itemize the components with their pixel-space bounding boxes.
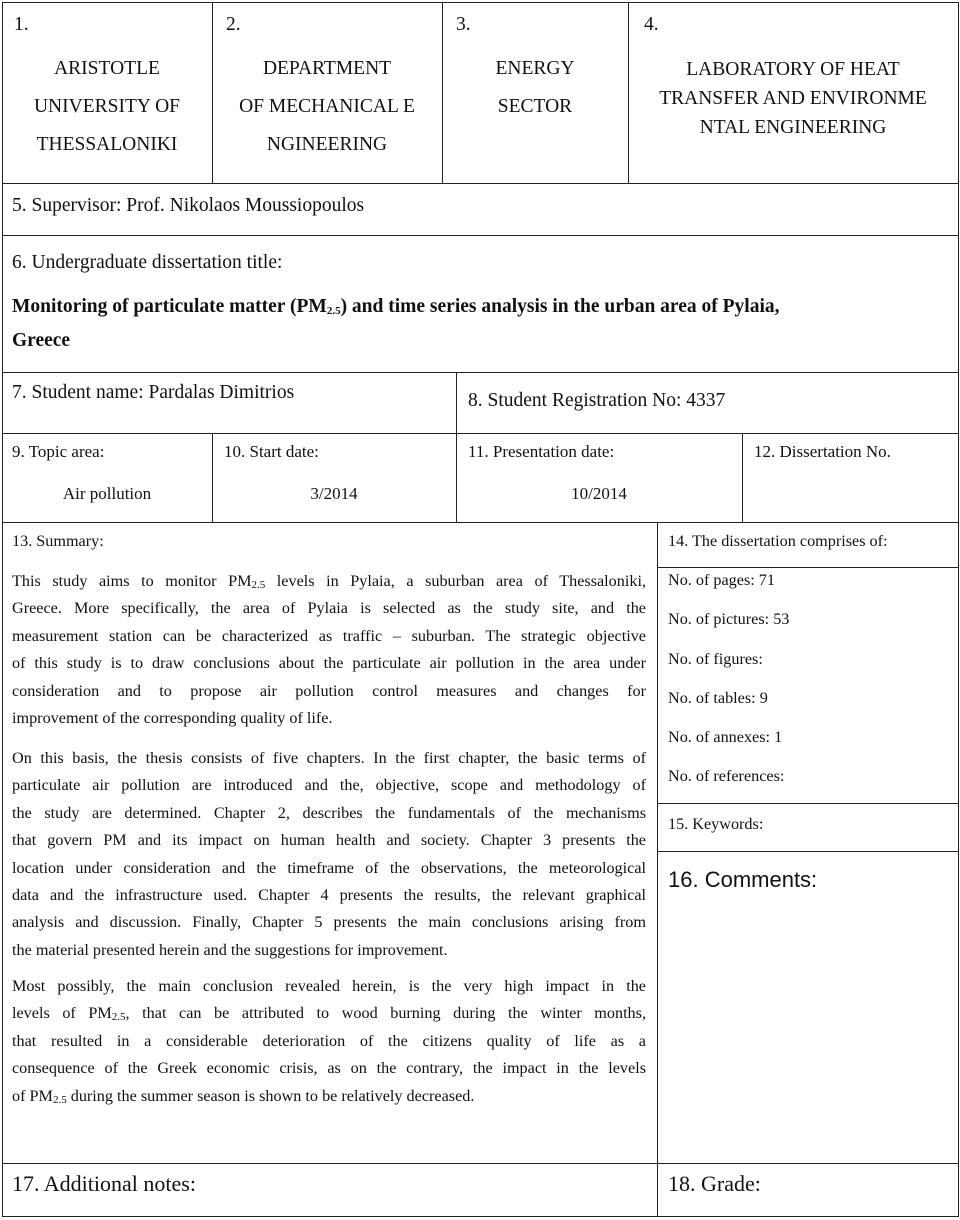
comprises-item: No. of pictures: 53 [668, 610, 790, 629]
header-col4-num: 4. [644, 14, 659, 35]
divider-title [2, 372, 959, 373]
divider-presentation-no [742, 433, 743, 522]
header-col4-line: TRANSFER AND ENVIRONME [659, 88, 927, 109]
comprises-item: No. of annexes: 1 [668, 728, 783, 747]
border-top [2, 2, 959, 3]
border-bottom [2, 1216, 959, 1217]
header-col2-num: 2. [226, 14, 241, 35]
header-col2-text [212, 50, 442, 164]
comments-label: 16. Comments: [668, 867, 818, 892]
subscript: 2.5 [52, 1093, 67, 1106]
summary-label: 13. Summary: [12, 532, 104, 550]
header-col4-text [628, 55, 958, 142]
header-col2-line: DEPARTMENT [262, 58, 392, 79]
header-col1-line: THESSALONIKI [36, 134, 178, 155]
presentation-value: 10/2014 [571, 484, 627, 503]
summary-line [12, 595, 646, 622]
divider-15 [657, 851, 959, 852]
title-pre: Monitoring of particulate matter (PM [12, 296, 327, 317]
summary-line [12, 827, 646, 854]
divider-topic-start [212, 433, 213, 522]
summary-line [12, 1083, 646, 1110]
summary-line [12, 855, 646, 882]
header-col2-line: OF MECHANICAL E [239, 96, 415, 117]
summary-line [12, 882, 646, 909]
summary-paragraph-2 [12, 745, 646, 964]
title-text [12, 296, 780, 318]
summary-text: during the summer season is shown to be relatively decreased. [66, 1086, 475, 1105]
summary-text: that resulted in a considerable deterioration of the citizens quality of life as a [12, 1031, 646, 1050]
dissertation-no-label: 12. Dissertation No. [754, 442, 891, 461]
comprises-item: No. of figures: [668, 649, 763, 668]
student-name: 7. Student name: Pardalas Dimitrios [12, 382, 295, 403]
title-sub: 2.5 [326, 305, 341, 317]
divider-student [2, 433, 959, 434]
grade-label: 18. Grade: [668, 1171, 761, 1196]
summary-text: that govern PM and its impact on human health and society. Chapter 3 presents the [12, 831, 646, 850]
comprises-list [668, 571, 953, 807]
summary-text: consideration and to propose air pollution control measures and changes for [12, 681, 646, 700]
summary-line [12, 1055, 646, 1082]
summary-text: levels of PM [12, 1004, 112, 1023]
summary-text: Greece. More specifically, the area of Pylaia is selected as the study site, and the [12, 599, 646, 618]
summary-line [12, 678, 646, 705]
header-col1-line: ARISTOTLE [54, 58, 160, 79]
border-left [2, 2, 3, 1216]
header-col4-line: LABORATORY OF HEAT [686, 59, 900, 80]
summary-text: improvement of the corresponding quality of life. [12, 708, 333, 727]
subscript: 2.5 [251, 579, 266, 591]
summary-line [12, 800, 646, 827]
summary-text: consequence of the Greek economic crisis, as on the contrary, the impact in the levels [12, 1059, 646, 1078]
topic-value: Air pollution [62, 484, 152, 503]
comprises-item: No. of tables: 9 [668, 688, 768, 707]
header-col3-line: SECTOR [497, 96, 573, 117]
summary-text: On this basis, the thesis consists of five chapters. In the first chapter, the basic terms of [12, 749, 646, 767]
keywords-label: 15. Keywords: [668, 815, 764, 833]
summary-text: particulate air pollution are introduced and the, objective, scope and methodology of [12, 776, 646, 795]
dissertation-title-line1 [12, 296, 950, 318]
student-registration: 8. Student Registration No: 4337 [468, 390, 726, 411]
presentation-label: 11. Presentation date: [468, 442, 615, 461]
summary-line [12, 705, 646, 732]
summary-text: measurement station can be characterized as traffic – suburban. The strategic objective [12, 626, 646, 645]
comprises-item: No. of references: [668, 767, 785, 786]
header-col1-num: 1. [14, 14, 29, 35]
summary-line [12, 1028, 646, 1055]
header-col2-line: NGINEERING [266, 134, 388, 155]
comprises-label: 14. The dissertation comprises of: [668, 532, 888, 550]
header-col1-line: UNIVERSITY OF [33, 96, 181, 117]
summary-text: , that can be attributed to wood burning during the winter months, [125, 1004, 647, 1023]
summary-line [12, 650, 646, 677]
divider-header [2, 183, 959, 184]
start-value: 3/2014 [310, 484, 358, 503]
summary-text: the material presented herein and the suggestions for improvement. [12, 940, 448, 959]
border-right [958, 2, 959, 1216]
summary-text: Most possibly, the main conclusion revealed herein, is the very high impact in the [12, 977, 646, 995]
divider-summary-right [657, 522, 658, 1216]
divider-14a [657, 567, 959, 568]
summary-line [12, 937, 646, 964]
dissertation-title-line2: Greece [12, 330, 71, 351]
title-post: ) and time series analysis in the urban area of Pylaia, [340, 296, 780, 317]
divider-supervisor [2, 235, 959, 236]
summary-line [12, 745, 646, 772]
additional-notes-label: 17. Additional notes: [12, 1171, 196, 1196]
summary-line [12, 623, 646, 650]
divider-topic [2, 522, 959, 523]
summary-text: This study aims to monitor PM [12, 572, 252, 590]
start-label: 10. Start date: [224, 442, 319, 461]
summary-text: data and the infrastructure used. Chapter 4 presents the results, the relevant graphical [12, 885, 646, 904]
summary-text: analysis and discussion. Finally, Chapter 5 presents the main conclusions arising from [12, 913, 646, 932]
divider-summary [2, 1163, 959, 1164]
header-col3-num: 3. [456, 14, 471, 35]
summary-line [12, 909, 646, 936]
header-col3-text [442, 50, 628, 126]
summary-text: of PM [12, 1086, 53, 1105]
summary-line [12, 772, 646, 799]
summary-text: of this study is to draw conclusions about the particulate air pollution in the area under [12, 654, 646, 673]
summary-line [12, 973, 646, 1000]
summary-text: the study are determined. Chapter 2, describes the fundamentals of the mechanisms [12, 803, 646, 822]
summary-paragraph-3 [12, 973, 646, 1110]
topic-label: 9. Topic area: [12, 442, 105, 461]
supervisor: 5. Supervisor: Prof. Nikolaos Moussiopoulos [12, 195, 365, 216]
header-col4-line: NTAL ENGINEERING [699, 117, 887, 138]
header-col1-text [2, 50, 212, 164]
header-col3-line: ENERGY [495, 58, 575, 79]
summary-line [12, 568, 646, 595]
summary-text: levels in Pylaia, a suburban area of Thessaloniki, [265, 572, 646, 590]
subscript: 2.5 [111, 1011, 126, 1024]
summary-line [12, 1000, 646, 1027]
summary-paragraph-1 [12, 568, 646, 732]
comprises-item: No. of pages: 71 [668, 571, 775, 589]
title-label: 6. Undergraduate dissertation title: [12, 252, 283, 273]
summary-text: location under consideration and the timeframe of the observations, the meteorological [12, 858, 646, 877]
